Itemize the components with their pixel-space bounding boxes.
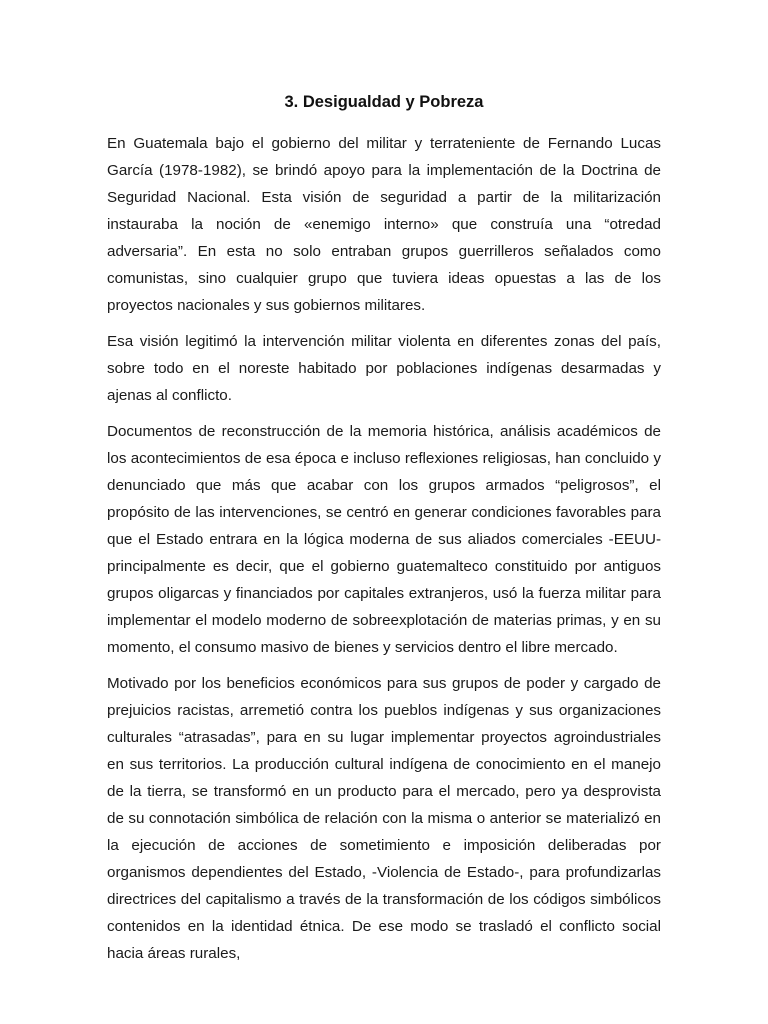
paragraph-1: En Guatemala bajo el gobierno del militar y terrateniente de Fernando Lucas García (1978-1982), se brindó apoyo para la implementación de la Doctrina de Seguridad Nacional. Esta visión de seguridad a partir de la militarización instauraba la noción de «enemigo interno» que construía una “otredad adversaria”. En esta no solo entraban grupos guerrilleros señalados como comunistas, sino cualquier grupo que tuviera ideas opuestas a las de los proyectos nacionales y sus gobiernos militares. [107,135,661,314]
paragraph-4: Motivado por los beneficios económicos para sus grupos de poder y cargado de prejuicios racistas, arremetió contra los pueblos indígenas y sus organizaciones culturales “atrasadas”, para en su lugar implementar proyectos agroindustriales en sus territorios. La producción cultural indígena de conocimiento en el manejo de la tierra, se transformó en un producto para el mercado, pero ya desprovista de su connotación simbólica de relación con la misma o anterior se materializó en la ejecución de acciones de sometimiento e imposición deliberadas por organismos dependientes del Estado, -Violencia de Estado-, para profundizarlas directrices del capitalismo a través de la transformación de los códigos simbólicos contenidos en la identidad étnica. De ese modo se trasladó el conflicto social hacia áreas rurales, [107,675,661,962]
paragraph-3: Documentos de reconstrucción de la memoria histórica, análisis académicos de los acontecimientos de esa época e incluso reflexiones religiosas, han concluido y denunciado que más que acabar con los grupos armados “peligrosos”, el propósito de las intervenciones, se centró en generar condiciones favorables para que el Estado entrara en la lógica moderna de sus aliados comerciales -EEUU- principalmente es decir, que el gobierno guatemalteco constituido por antiguos grupos oligarcas y financiados por capitales extranjeros, usó la fuerza militar para implementar el modelo moderno de sobreexplotación de materias primas, y en su momento, el consumo masivo de bienes y servicios dentro el libre mercado. [107,423,661,656]
paragraph-2: Esa visión legitimó la intervención militar violenta en diferentes zonas del país, sobre todo en el noreste habitado por poblaciones indígenas desarmadas y ajenas al conflicto. [107,333,661,404]
section-title: 3. Desigualdad y Pobreza [284,93,484,111]
document-body [107,88,661,976]
